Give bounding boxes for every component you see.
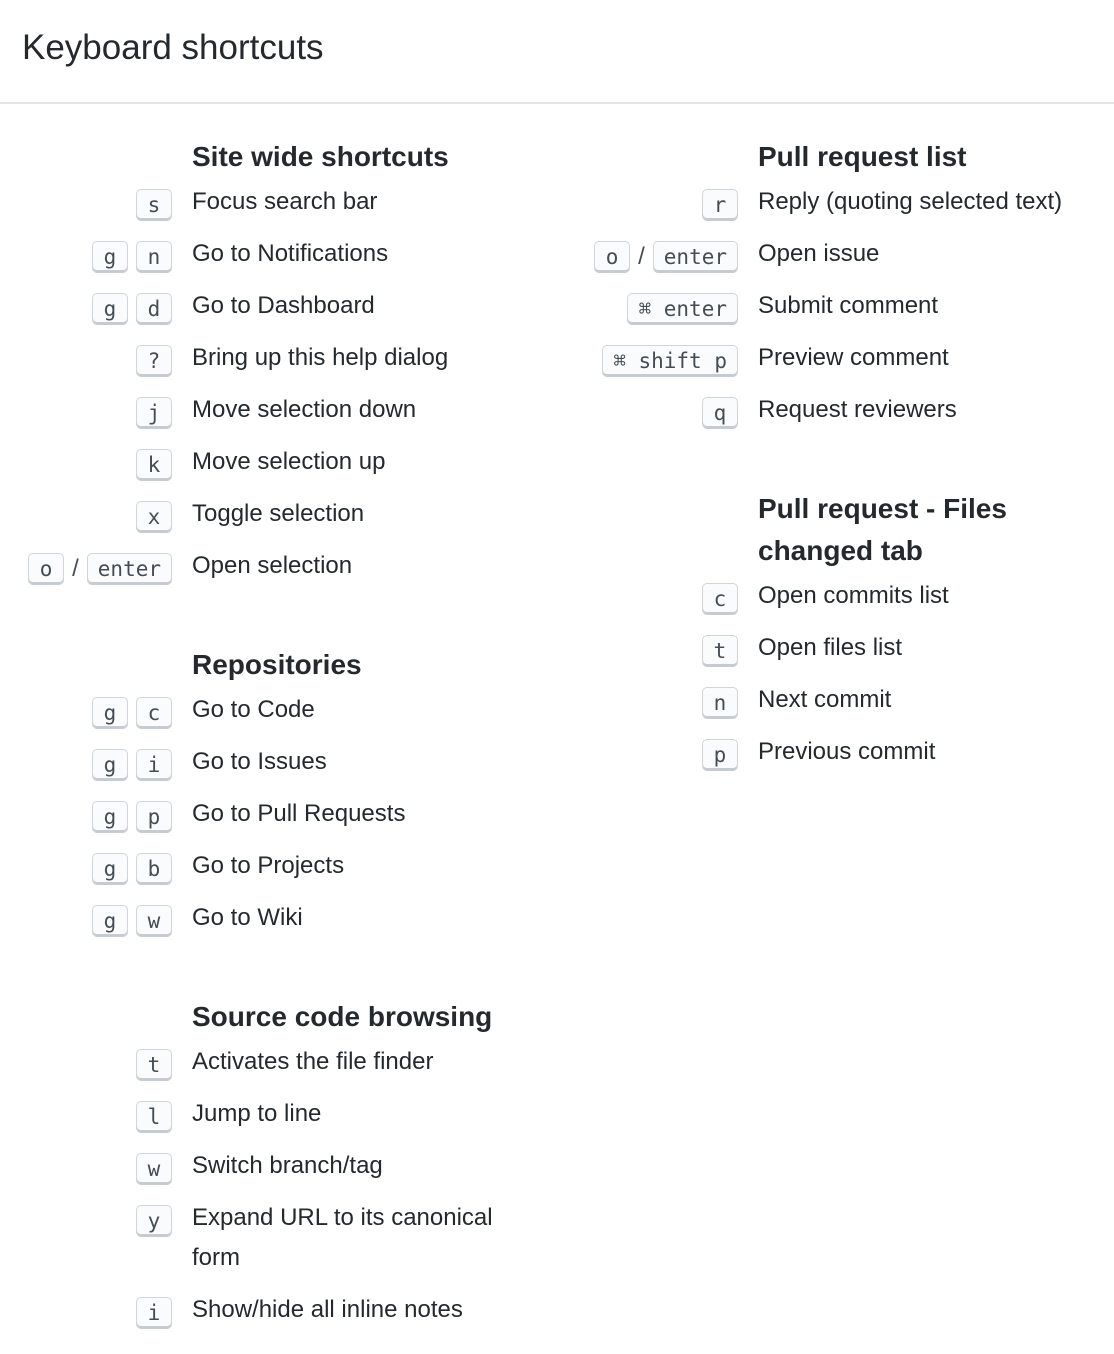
key-i: i <box>136 749 172 781</box>
shortcut-keys <box>0 1048 172 1082</box>
key-n: n <box>702 687 738 719</box>
section-title-site-wide-shortcuts: Site wide shortcuts <box>192 141 449 172</box>
shortcut-keys <box>0 552 172 586</box>
shortcut-keys <box>0 1204 172 1238</box>
shortcut-keys <box>0 500 172 534</box>
key-g: g <box>92 749 128 781</box>
shortcut-keys <box>0 738 738 772</box>
shortcut-description: Bring up this help dialog <box>192 344 449 371</box>
dialog-title: Keyboard shortcuts <box>22 28 324 67</box>
key-k: k <box>136 449 172 481</box>
key-b: b <box>136 853 172 885</box>
key-g: g <box>92 853 128 885</box>
key-g: g <box>92 697 128 729</box>
key-g: g <box>92 801 128 833</box>
section-title-source-code-browsing: Source code browsing <box>192 1001 493 1032</box>
key-y: y <box>136 1205 172 1237</box>
shortcut-description: Next commit <box>758 686 892 713</box>
key-o: o <box>28 553 64 585</box>
shortcut-keys <box>0 686 738 720</box>
shortcut-description: Open issue <box>758 240 880 267</box>
key-g: g <box>92 241 128 273</box>
shortcut-keys <box>0 396 738 430</box>
key-s: s <box>136 189 172 221</box>
shortcut-description: Focus search bar <box>192 188 378 215</box>
key-t: t <box>136 1049 172 1081</box>
shortcut-description: Go to Wiki <box>192 904 303 931</box>
dialog-header <box>0 0 1114 104</box>
key-x: x <box>136 501 172 533</box>
section-title-repositories: Repositories <box>192 649 362 680</box>
shortcut-keys <box>0 800 172 834</box>
key-c: c <box>136 697 172 729</box>
shortcut-keys <box>0 240 738 274</box>
shortcut-description: Open commits list <box>758 582 949 609</box>
key-d: d <box>136 293 172 325</box>
key-n: n <box>136 241 172 273</box>
key-p: p <box>702 739 738 771</box>
shortcut-description: Previous commit <box>758 738 936 765</box>
key-separator: / <box>72 555 79 582</box>
shortcut-keys <box>0 292 738 326</box>
shortcut-description: Go to Projects <box>192 852 345 879</box>
shortcut-description: Reply (quoting selected text) <box>758 188 1063 215</box>
section-title-pull-request-list: Pull request list <box>758 141 967 172</box>
shortcut-description: Request reviewers <box>758 396 957 423</box>
key-symbol: ? <box>136 345 172 377</box>
section-title-pull-request-files-changed-tab: Pull request - Files changed tab <box>758 493 1007 566</box>
shortcut-description: Go to Dashboard <box>192 292 375 319</box>
shortcut-keys <box>0 1296 172 1330</box>
key-t: t <box>702 635 738 667</box>
shortcut-description: Go to Pull Requests <box>192 800 406 827</box>
shortcut-keys <box>0 904 172 938</box>
key-g: g <box>92 293 128 325</box>
shortcut-keys <box>0 1152 172 1186</box>
key-w: w <box>136 905 172 937</box>
key-w: w <box>136 1153 172 1185</box>
key-shift-p: ⌘ shift p <box>602 345 738 377</box>
key-l: l <box>136 1101 172 1133</box>
shortcut-description: Show/hide all inline notes <box>192 1296 463 1323</box>
shortcut-description: Activates the file finder <box>192 1048 434 1075</box>
shortcut-keys <box>0 1100 172 1134</box>
key-c: c <box>702 583 738 615</box>
shortcut-description: Move selection up <box>192 448 386 475</box>
key-g: g <box>92 905 128 937</box>
shortcut-description: Move selection down <box>192 396 417 423</box>
shortcut-description: Preview comment <box>758 344 949 371</box>
key-enter: enter <box>87 553 172 585</box>
shortcut-description: Go to Notifications <box>192 240 389 267</box>
key-enter: enter <box>653 241 738 273</box>
shortcut-description: Go to Issues <box>192 748 327 775</box>
shortcut-description: Open selection <box>192 552 353 579</box>
key-q: q <box>702 397 738 429</box>
shortcut-keys <box>0 448 172 482</box>
shortcut-description: Submit comment <box>758 292 939 319</box>
shortcut-keys <box>0 582 738 616</box>
shortcut-keys <box>0 344 738 378</box>
shortcut-description: Toggle selection <box>192 500 365 527</box>
key-p: p <box>136 801 172 833</box>
key-separator: / <box>638 243 645 270</box>
shortcut-keys <box>0 852 172 886</box>
key-r: r <box>702 189 738 221</box>
shortcut-description: Switch branch/tag <box>192 1152 383 1179</box>
key-o: o <box>594 241 630 273</box>
key-i: i <box>136 1297 172 1329</box>
shortcut-description: Open files list <box>758 634 903 661</box>
shortcut-description: Go to Code <box>192 696 315 723</box>
key-enter: ⌘ enter <box>627 293 738 325</box>
shortcut-description: Jump to line <box>192 1100 322 1127</box>
key-j: j <box>136 397 172 429</box>
shortcut-keys <box>0 188 738 222</box>
shortcut-description: Expand URL to its canonical form <box>192 1204 493 1271</box>
shortcut-keys <box>0 634 738 668</box>
